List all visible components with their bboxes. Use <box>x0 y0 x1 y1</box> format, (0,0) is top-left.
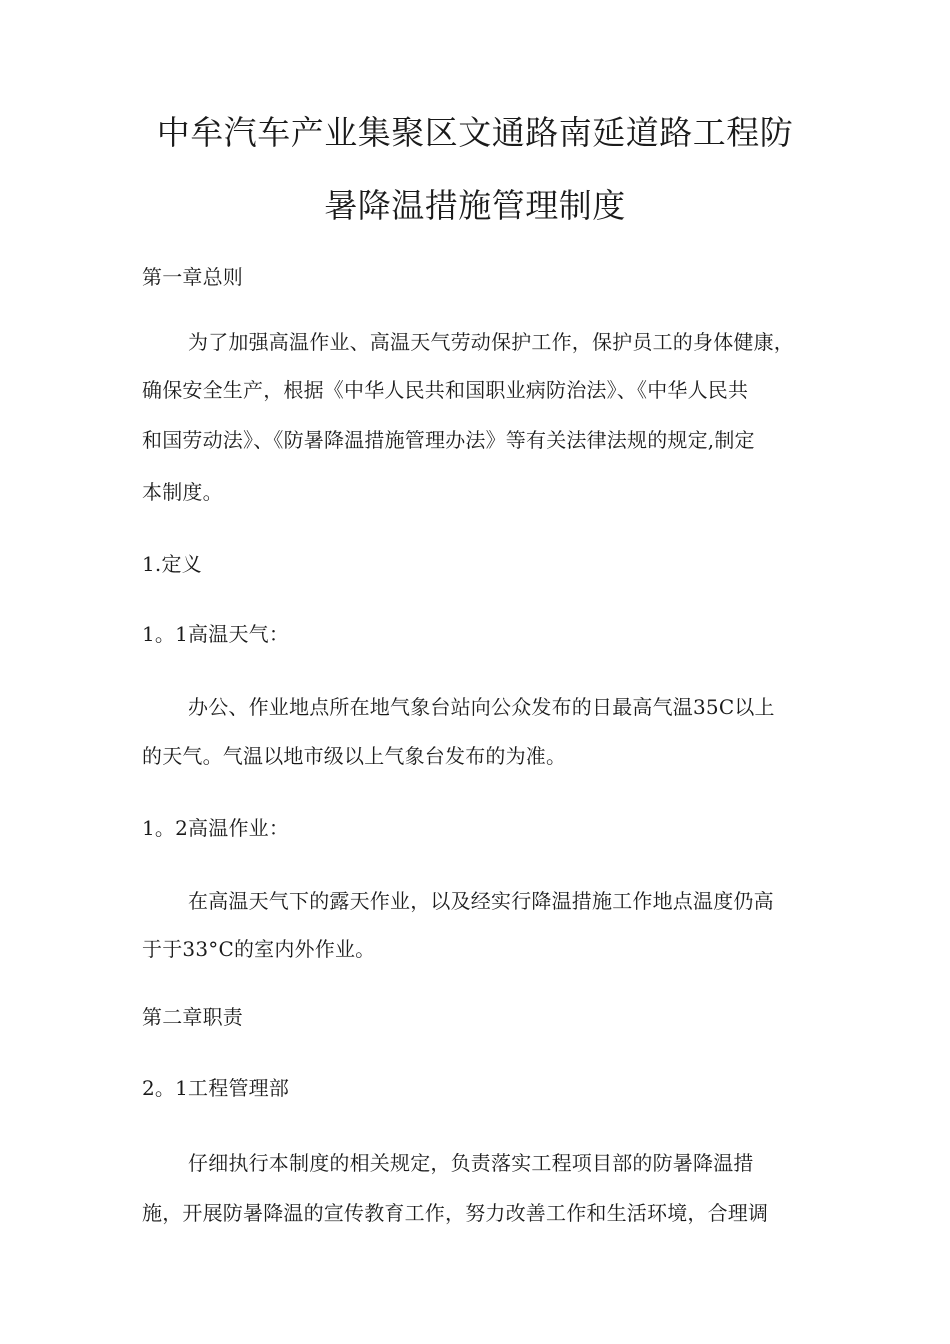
section-1-2-line-1: 在高温天气下的露天作业，以及经实行降温措施工作地点温度仍高 <box>188 889 774 913</box>
chapter-2-heading: 第二章职责 <box>142 1005 243 1029</box>
chapter-1-paragraph-line-1: 为了加强高温作业、高温天气劳动保护工作，保护员工的身体健康， <box>188 330 794 354</box>
document-title-line-1: 中牟汽车产业集聚区文通路南延道路工程防 <box>156 113 794 152</box>
section-1-1-heading: 1。1高温天气： <box>142 622 290 646</box>
chapter-1-paragraph-line-4: 本制度。 <box>142 480 223 504</box>
section-1-2-heading: 1。2高温作业： <box>142 816 290 840</box>
chapter-1-paragraph-line-2: 确保安全生产，根据《中华人民共和国职业病防治法》、《中华人民共 <box>142 378 749 402</box>
chapter-1-paragraph-line-3: 和国劳动法》、《防暑降温措施管理办法》等有关法律法规的规定,制定 <box>142 428 755 452</box>
document-title-line-2: 暑降温措施管理制度 <box>324 186 626 225</box>
section-2-1-line-1: 仔细执行本制度的相关规定，负责落实工程项目部的防暑降温措 <box>188 1151 754 1175</box>
section-2-1-line-2: 施，开展防暑降温的宣传教育工作，努力改善工作和生活环境，合理调 <box>142 1201 769 1225</box>
section-2-1-heading: 2。1工程管理部 <box>142 1076 290 1100</box>
section-1-2-line-2: 于于33°C的室内外作业。 <box>142 937 376 961</box>
section-1-1-line-1: 办公、作业地点所在地气象台站向公众发布的日最高气温35C以上 <box>188 695 775 719</box>
chapter-1-heading: 第一章总则 <box>142 265 243 289</box>
section-1-1-line-2: 的天气。气温以地市级以上气象台发布的为准。 <box>142 744 567 768</box>
section-definition-heading: 1.定义 <box>142 552 202 576</box>
